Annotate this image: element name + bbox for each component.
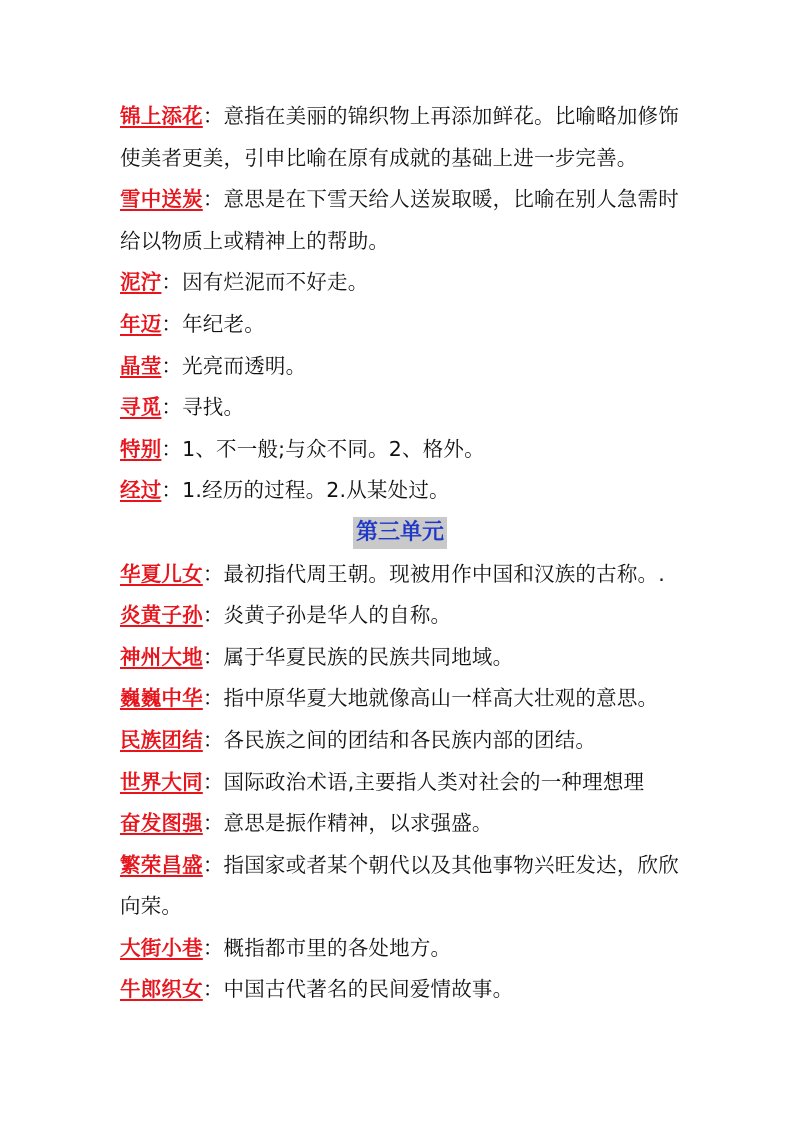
- colon-separator: ：: [161, 270, 183, 295]
- vocab-term: 晶莹: [120, 353, 162, 378]
- vocab-definition: 炎黄子孙是华人的自称。: [223, 603, 452, 628]
- colon-separator: ：: [161, 436, 183, 461]
- vocab-entry: [120, 595, 680, 637]
- vocab-term: 神州大地: [120, 644, 203, 669]
- vocab-term: 牛郎织女: [120, 977, 203, 1002]
- vocab-term: 炎黄子孙: [120, 603, 203, 628]
- vocab-entry: [120, 845, 680, 928]
- colon-separator: ：: [202, 769, 224, 794]
- vocab-definition: 国际政治术语,主要指人类对社会的一种理想理: [223, 769, 645, 794]
- vocab-term: 华夏儿女: [120, 561, 203, 586]
- vocab-entry: [120, 96, 680, 179]
- vocab-definition: 中国古代著名的民间爱情故事。: [223, 977, 514, 1002]
- vocab-term: 年迈: [120, 311, 162, 336]
- vocab-definition: 指中原华夏大地就像高山一样高大壮观的意思。: [223, 686, 659, 711]
- colon-separator: ：: [202, 603, 224, 628]
- colon-separator: ：: [161, 478, 183, 503]
- vocab-term: 民族团结: [120, 727, 203, 752]
- colon-separator: ：: [202, 104, 224, 128]
- vocab-entry: [120, 429, 680, 471]
- colon-separator: ：: [202, 686, 224, 711]
- vocab-entry: [120, 762, 680, 804]
- vocab-entry: [120, 554, 680, 596]
- colon-separator: ：: [202, 187, 224, 212]
- vocab-entry: [120, 470, 680, 512]
- vocab-term: 泥泞: [120, 270, 162, 295]
- vocab-entry: [120, 387, 680, 429]
- vocab-term: 雪中送炭: [120, 187, 203, 212]
- vocab-term: 寻觅: [120, 395, 162, 420]
- colon-separator: ：: [202, 561, 224, 586]
- vocab-definition: 各民族之间的团结和各民族内部的团结。: [223, 727, 597, 752]
- section-heading-row: [120, 512, 680, 554]
- vocab-entry: [120, 928, 680, 970]
- vocab-term: 锦上添花: [120, 104, 203, 128]
- vocab-entry: [120, 637, 680, 679]
- vocab-entry: [120, 304, 680, 346]
- colon-separator: ：: [161, 395, 183, 420]
- colon-separator: ：: [202, 644, 224, 669]
- vocab-definition: 1、不一般;与众不同。2、格外。: [182, 436, 485, 461]
- vocab-entry: [120, 969, 680, 1011]
- vocab-entry: [120, 346, 680, 388]
- vocab-definition: 因有烂泥而不好走。: [182, 270, 369, 295]
- vocab-definition: 意思是振作精神，以求强盛。: [223, 811, 493, 836]
- vocab-term: 繁荣昌盛: [120, 852, 203, 877]
- vocab-entry: [120, 179, 680, 262]
- vocab-definition: 意思是在下雪天给人送炭取暖，比喻在别人急需时给以物质上或精神上的帮助。: [120, 187, 679, 253]
- vocab-term: 世界大同: [120, 769, 203, 794]
- vocab-definition: 1.经历的过程。2.从某处过。: [182, 478, 450, 503]
- colon-separator: ：: [161, 311, 183, 336]
- vocab-term: 巍巍中华: [120, 686, 203, 711]
- colon-separator: ：: [202, 852, 224, 877]
- vocab-definition: 年纪老。: [182, 311, 265, 336]
- colon-separator: ：: [202, 727, 224, 752]
- document-page: [120, 96, 680, 1011]
- vocab-definition: 概指都市里的各处地方。: [223, 935, 452, 960]
- vocab-term: 特别: [120, 436, 162, 461]
- vocab-definition: 指国家或者某个朝代以及其他事物兴旺发达，欣欣向荣。: [120, 852, 679, 919]
- vocab-entry: [120, 720, 680, 762]
- vocab-definition: 最初指代周王朝。现被用作中国和汉族的古称。.: [223, 561, 665, 586]
- vocab-term: 大街小巷: [120, 935, 203, 960]
- vocab-entry: [120, 803, 680, 845]
- colon-separator: ：: [202, 935, 224, 960]
- vocab-definition: 属于华夏民族的民族共同地域。: [223, 644, 514, 669]
- vocab-term: 奋发图强: [120, 811, 203, 836]
- vocab-entry: [120, 262, 680, 304]
- vocab-entry: [120, 678, 680, 720]
- vocab-term: 经过: [120, 478, 162, 503]
- colon-separator: ：: [202, 977, 224, 1002]
- vocab-definition: 光亮而透明。: [182, 353, 307, 378]
- colon-separator: ：: [161, 353, 183, 378]
- vocab-definition: 意指在美丽的锦织物上再添加鲜花。比喻略加修饰使美者更美，引申比喻在原有成就的基础上进一步完善。: [120, 104, 679, 170]
- section-heading: 第三单元: [353, 517, 447, 549]
- colon-separator: ：: [202, 811, 224, 836]
- vocab-definition: 寻找。: [182, 395, 245, 420]
